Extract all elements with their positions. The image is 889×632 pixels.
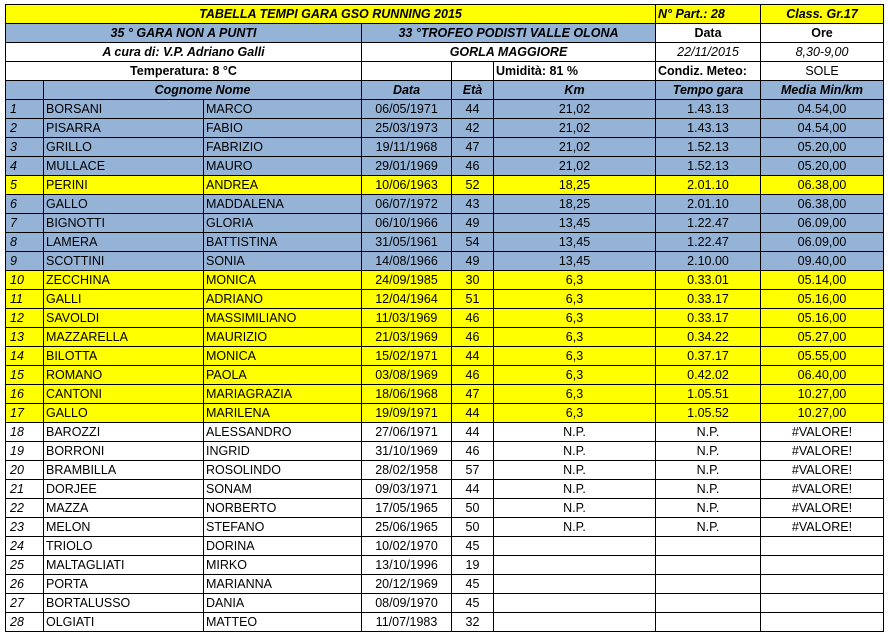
humidity-label: Umidità: 81 % bbox=[494, 62, 656, 81]
rank-cell: 10 bbox=[6, 271, 44, 290]
surname-cell: GALLO bbox=[44, 195, 204, 214]
rank-cell: 2 bbox=[6, 119, 44, 138]
birthdate-cell: 14/08/1966 bbox=[362, 252, 452, 271]
firstname-cell: MONICA bbox=[204, 347, 362, 366]
time-header: Ore bbox=[761, 24, 884, 43]
race-time-header: Tempo gara bbox=[656, 81, 761, 100]
race-time: 8,30-9,00 bbox=[761, 43, 884, 62]
rank-cell: 4 bbox=[6, 157, 44, 176]
table-row bbox=[6, 290, 884, 309]
race-time-cell: 1.05.51 bbox=[656, 385, 761, 404]
birthdate-cell: 19/09/1971 bbox=[362, 404, 452, 423]
firstname-cell: MATTEO bbox=[204, 613, 362, 632]
birthdate-cell: 20/12/1969 bbox=[362, 575, 452, 594]
age-cell: 45 bbox=[452, 537, 494, 556]
km-cell: 21,02 bbox=[494, 138, 656, 157]
surname-cell: ZECCHINA bbox=[44, 271, 204, 290]
pace-cell: 05.55,00 bbox=[761, 347, 884, 366]
age-cell: 45 bbox=[452, 575, 494, 594]
table-row bbox=[6, 233, 884, 252]
firstname-cell: MARIAGRAZIA bbox=[204, 385, 362, 404]
birthdate-cell: 25/03/1973 bbox=[362, 119, 452, 138]
pace-cell: 05.16,00 bbox=[761, 309, 884, 328]
birthdate-cell: 13/10/1996 bbox=[362, 556, 452, 575]
rank-cell: 19 bbox=[6, 442, 44, 461]
age-cell: 57 bbox=[452, 461, 494, 480]
age-cell: 51 bbox=[452, 290, 494, 309]
rank-cell: 23 bbox=[6, 518, 44, 537]
age-cell: 32 bbox=[452, 613, 494, 632]
surname-cell: GALLI bbox=[44, 290, 204, 309]
birthdate-cell: 24/09/1985 bbox=[362, 271, 452, 290]
age-cell: 46 bbox=[452, 157, 494, 176]
firstname-cell: FABRIZIO bbox=[204, 138, 362, 157]
surname-cell: DORJEE bbox=[44, 480, 204, 499]
surname-cell: SAVOLDI bbox=[44, 309, 204, 328]
race-time-cell: 0.33.17 bbox=[656, 290, 761, 309]
rank-cell: 14 bbox=[6, 347, 44, 366]
race-time-cell: 1.43.13 bbox=[656, 119, 761, 138]
km-cell bbox=[494, 613, 656, 632]
rank-cell: 1 bbox=[6, 100, 44, 119]
birthdate-cell: 15/02/1971 bbox=[362, 347, 452, 366]
surname-cell: LAMERA bbox=[44, 233, 204, 252]
table-row bbox=[6, 537, 884, 556]
table-row bbox=[6, 138, 884, 157]
race-time-cell: 1.43.13 bbox=[656, 100, 761, 119]
surname-cell: GALLO bbox=[44, 404, 204, 423]
birthdate-cell: 06/07/1972 bbox=[362, 195, 452, 214]
pace-cell: #VALORE! bbox=[761, 499, 884, 518]
birthdate-cell: 09/03/1971 bbox=[362, 480, 452, 499]
race-time-cell: 1.22.47 bbox=[656, 233, 761, 252]
pace-cell: #VALORE! bbox=[761, 423, 884, 442]
age-header: Età bbox=[452, 81, 494, 100]
firstname-cell: MADDALENA bbox=[204, 195, 362, 214]
surname-cell: BILOTTA bbox=[44, 347, 204, 366]
pace-cell: 06.09,00 bbox=[761, 233, 884, 252]
surname-cell: ROMANO bbox=[44, 366, 204, 385]
surname-cell: PERINI bbox=[44, 176, 204, 195]
birthdate-cell: 29/01/1969 bbox=[362, 157, 452, 176]
race-time-cell: 2.10.00 bbox=[656, 252, 761, 271]
rank-cell: 6 bbox=[6, 195, 44, 214]
firstname-cell: MONICA bbox=[204, 271, 362, 290]
table-row bbox=[6, 214, 884, 233]
firstname-cell: PAOLA bbox=[204, 366, 362, 385]
pace-cell: 06.09,00 bbox=[761, 214, 884, 233]
rank-cell: 11 bbox=[6, 290, 44, 309]
firstname-cell: MARCO bbox=[204, 100, 362, 119]
race-time-cell bbox=[656, 537, 761, 556]
age-cell: 50 bbox=[452, 518, 494, 537]
race-time-cell: N.P. bbox=[656, 423, 761, 442]
km-cell: 6,3 bbox=[494, 328, 656, 347]
age-cell: 46 bbox=[452, 328, 494, 347]
rank-cell: 9 bbox=[6, 252, 44, 271]
age-cell: 46 bbox=[452, 366, 494, 385]
race-time-cell: 2.01.10 bbox=[656, 195, 761, 214]
surname-cell: GRILLO bbox=[44, 138, 204, 157]
birthdate-cell: 08/09/1970 bbox=[362, 594, 452, 613]
rank-cell: 26 bbox=[6, 575, 44, 594]
birthdate-cell: 21/03/1969 bbox=[362, 328, 452, 347]
birthdate-cell: 12/04/1964 bbox=[362, 290, 452, 309]
km-cell: N.P. bbox=[494, 423, 656, 442]
km-cell: 6,3 bbox=[494, 404, 656, 423]
age-cell: 44 bbox=[452, 404, 494, 423]
rank-cell: 17 bbox=[6, 404, 44, 423]
age-cell: 44 bbox=[452, 423, 494, 442]
pace-cell: 04.54,00 bbox=[761, 119, 884, 138]
table-row bbox=[6, 176, 884, 195]
table-row bbox=[6, 575, 884, 594]
firstname-cell: NORBERTO bbox=[204, 499, 362, 518]
participants-count: N° Part.: 28 bbox=[656, 5, 761, 24]
pace-cell bbox=[761, 575, 884, 594]
table-row bbox=[6, 423, 884, 442]
rank-cell: 13 bbox=[6, 328, 44, 347]
table-row bbox=[6, 100, 884, 119]
rank-header bbox=[6, 81, 44, 100]
firstname-cell: FABIO bbox=[204, 119, 362, 138]
race-time-cell: N.P. bbox=[656, 461, 761, 480]
table-row bbox=[6, 480, 884, 499]
km-cell bbox=[494, 575, 656, 594]
surname-cell: PORTA bbox=[44, 575, 204, 594]
race-time-cell: 0.37.17 bbox=[656, 347, 761, 366]
race-time-cell: N.P. bbox=[656, 518, 761, 537]
pace-cell: 05.20,00 bbox=[761, 138, 884, 157]
km-header: Km bbox=[494, 81, 656, 100]
surname-cell: BAROZZI bbox=[44, 423, 204, 442]
km-cell: 18,25 bbox=[494, 195, 656, 214]
table-row bbox=[6, 442, 884, 461]
rank-cell: 25 bbox=[6, 556, 44, 575]
race-time-cell: 1.22.47 bbox=[656, 214, 761, 233]
pace-cell: 09.40,00 bbox=[761, 252, 884, 271]
age-cell: 42 bbox=[452, 119, 494, 138]
km-cell bbox=[494, 594, 656, 613]
empty-cell bbox=[362, 62, 452, 81]
class-group: Class. Gr.17 bbox=[761, 5, 884, 24]
birthdate-cell: 27/06/1971 bbox=[362, 423, 452, 442]
km-cell: 6,3 bbox=[494, 271, 656, 290]
birthdate-cell: 31/10/1969 bbox=[362, 442, 452, 461]
km-cell: 13,45 bbox=[494, 233, 656, 252]
name-header: Cognome Nome bbox=[44, 81, 362, 100]
pace-cell: 06.38,00 bbox=[761, 176, 884, 195]
age-cell: 43 bbox=[452, 195, 494, 214]
rank-cell: 18 bbox=[6, 423, 44, 442]
pace-cell: #VALORE! bbox=[761, 518, 884, 537]
surname-cell: SCOTTINI bbox=[44, 252, 204, 271]
table-row bbox=[6, 385, 884, 404]
km-cell: N.P. bbox=[494, 499, 656, 518]
race-time-cell: N.P. bbox=[656, 442, 761, 461]
age-cell: 47 bbox=[452, 138, 494, 157]
table-row bbox=[6, 461, 884, 480]
birthdate-cell: 31/05/1961 bbox=[362, 233, 452, 252]
rank-cell: 3 bbox=[6, 138, 44, 157]
firstname-cell: MASSIMILIANO bbox=[204, 309, 362, 328]
race-time-cell: 2.01.10 bbox=[656, 176, 761, 195]
km-cell bbox=[494, 537, 656, 556]
firstname-cell: DORINA bbox=[204, 537, 362, 556]
surname-cell: TRIOLO bbox=[44, 537, 204, 556]
weather-value: SOLE bbox=[761, 62, 884, 81]
birthdate-cell: 03/08/1969 bbox=[362, 366, 452, 385]
age-cell: 44 bbox=[452, 480, 494, 499]
race-time-cell bbox=[656, 613, 761, 632]
surname-cell: OLGIATI bbox=[44, 613, 204, 632]
firstname-cell: DANIA bbox=[204, 594, 362, 613]
birthdate-cell: 25/06/1965 bbox=[362, 518, 452, 537]
table-row bbox=[6, 119, 884, 138]
rank-cell: 12 bbox=[6, 309, 44, 328]
pace-cell: #VALORE! bbox=[761, 442, 884, 461]
pace-cell bbox=[761, 556, 884, 575]
pace-cell: 05.16,00 bbox=[761, 290, 884, 309]
birthdate-cell: 19/11/1968 bbox=[362, 138, 452, 157]
temperature-label: Temperatura: 8 °C bbox=[6, 62, 362, 81]
pace-cell: #VALORE! bbox=[761, 461, 884, 480]
km-cell: 13,45 bbox=[494, 252, 656, 271]
race-time-cell: N.P. bbox=[656, 499, 761, 518]
pace-cell: 05.20,00 bbox=[761, 157, 884, 176]
date-header: Data bbox=[656, 24, 761, 43]
table-row bbox=[6, 404, 884, 423]
surname-cell: CANTONI bbox=[44, 385, 204, 404]
trophy-label: 33 °TROFEO PODISTI VALLE OLONA bbox=[362, 24, 656, 43]
birthdate-cell: 10/06/1963 bbox=[362, 176, 452, 195]
km-cell: 6,3 bbox=[494, 385, 656, 404]
km-cell: N.P. bbox=[494, 518, 656, 537]
curator-label: A cura di: V.P. Adriano Galli bbox=[6, 43, 362, 62]
firstname-cell: ROSOLINDO bbox=[204, 461, 362, 480]
race-time-cell: 1.52.13 bbox=[656, 157, 761, 176]
km-cell: 6,3 bbox=[494, 347, 656, 366]
surname-cell: MALTAGLIATI bbox=[44, 556, 204, 575]
surname-cell: MULLACE bbox=[44, 157, 204, 176]
age-cell: 44 bbox=[452, 100, 494, 119]
empty-cell bbox=[452, 62, 494, 81]
birthdate-cell: 06/05/1971 bbox=[362, 100, 452, 119]
km-cell: 13,45 bbox=[494, 214, 656, 233]
rank-cell: 7 bbox=[6, 214, 44, 233]
race-time-cell: N.P. bbox=[656, 480, 761, 499]
age-cell: 45 bbox=[452, 594, 494, 613]
rank-cell: 28 bbox=[6, 613, 44, 632]
age-cell: 54 bbox=[452, 233, 494, 252]
pace-cell: 04.54,00 bbox=[761, 100, 884, 119]
race-time-cell: 0.33.01 bbox=[656, 271, 761, 290]
table-row bbox=[6, 252, 884, 271]
table-row bbox=[6, 271, 884, 290]
race-time-cell: 0.34.22 bbox=[656, 328, 761, 347]
firstname-cell: MARILENA bbox=[204, 404, 362, 423]
table-row bbox=[6, 157, 884, 176]
km-cell: 6,3 bbox=[494, 309, 656, 328]
location-label: GORLA MAGGIORE bbox=[362, 43, 656, 62]
pace-cell: 10.27,00 bbox=[761, 404, 884, 423]
rank-cell: 21 bbox=[6, 480, 44, 499]
race-label: 35 ° GARA NON A PUNTI bbox=[6, 24, 362, 43]
firstname-cell: ADRIANO bbox=[204, 290, 362, 309]
birthdate-cell: 18/06/1968 bbox=[362, 385, 452, 404]
table-row bbox=[6, 518, 884, 537]
firstname-cell: BATTISTINA bbox=[204, 233, 362, 252]
rank-cell: 24 bbox=[6, 537, 44, 556]
race-date: 22/11/2015 bbox=[656, 43, 761, 62]
table-row bbox=[6, 195, 884, 214]
pace-cell: #VALORE! bbox=[761, 480, 884, 499]
birthdate-header: Data bbox=[362, 81, 452, 100]
km-cell: 6,3 bbox=[494, 290, 656, 309]
surname-cell: BIGNOTTI bbox=[44, 214, 204, 233]
firstname-cell: ANDREA bbox=[204, 176, 362, 195]
table-row bbox=[6, 556, 884, 575]
table-row bbox=[6, 347, 884, 366]
race-time-cell: 1.52.13 bbox=[656, 138, 761, 157]
pace-cell bbox=[761, 537, 884, 556]
weather-label: Condiz. Meteo: bbox=[656, 62, 761, 81]
firstname-cell: SONAM bbox=[204, 480, 362, 499]
table-row bbox=[6, 613, 884, 632]
pace-cell: 10.27,00 bbox=[761, 385, 884, 404]
birthdate-cell: 06/10/1966 bbox=[362, 214, 452, 233]
age-cell: 47 bbox=[452, 385, 494, 404]
firstname-cell: MARIANNA bbox=[204, 575, 362, 594]
race-time-cell: 0.42.02 bbox=[656, 366, 761, 385]
km-cell bbox=[494, 556, 656, 575]
pace-cell: 06.40,00 bbox=[761, 366, 884, 385]
surname-cell: PISARRA bbox=[44, 119, 204, 138]
km-cell: N.P. bbox=[494, 442, 656, 461]
table-row bbox=[6, 594, 884, 613]
surname-cell: BRAMBILLA bbox=[44, 461, 204, 480]
age-cell: 52 bbox=[452, 176, 494, 195]
age-cell: 44 bbox=[452, 347, 494, 366]
km-cell: 21,02 bbox=[494, 100, 656, 119]
race-time-cell bbox=[656, 575, 761, 594]
race-time-cell bbox=[656, 594, 761, 613]
firstname-cell: MAURIZIO bbox=[204, 328, 362, 347]
firstname-cell: STEFANO bbox=[204, 518, 362, 537]
birthdate-cell: 11/03/1969 bbox=[362, 309, 452, 328]
table-row bbox=[6, 328, 884, 347]
surname-cell: BORSANI bbox=[44, 100, 204, 119]
pace-cell: 06.38,00 bbox=[761, 195, 884, 214]
pace-cell: 05.27,00 bbox=[761, 328, 884, 347]
firstname-cell: MIRKO bbox=[204, 556, 362, 575]
surname-cell: MELON bbox=[44, 518, 204, 537]
pace-cell bbox=[761, 613, 884, 632]
age-cell: 30 bbox=[452, 271, 494, 290]
surname-cell: MAZZA bbox=[44, 499, 204, 518]
age-cell: 49 bbox=[452, 214, 494, 233]
birthdate-cell: 28/02/1958 bbox=[362, 461, 452, 480]
birthdate-cell: 11/07/1983 bbox=[362, 613, 452, 632]
km-cell: 21,02 bbox=[494, 119, 656, 138]
km-cell: 18,25 bbox=[494, 176, 656, 195]
firstname-cell: INGRID bbox=[204, 442, 362, 461]
race-time-cell bbox=[656, 556, 761, 575]
rank-cell: 20 bbox=[6, 461, 44, 480]
age-cell: 46 bbox=[452, 309, 494, 328]
age-cell: 19 bbox=[452, 556, 494, 575]
rank-cell: 16 bbox=[6, 385, 44, 404]
sheet-title: TABELLA TEMPI GARA GSO RUNNING 2015 bbox=[6, 5, 656, 24]
firstname-cell: GLORIA bbox=[204, 214, 362, 233]
race-time-cell: 0.33.17 bbox=[656, 309, 761, 328]
firstname-cell: MAURO bbox=[204, 157, 362, 176]
surname-cell: BORRONI bbox=[44, 442, 204, 461]
birthdate-cell: 10/02/1970 bbox=[362, 537, 452, 556]
rank-cell: 15 bbox=[6, 366, 44, 385]
rank-cell: 5 bbox=[6, 176, 44, 195]
km-cell: N.P. bbox=[494, 480, 656, 499]
race-time-cell: 1.05.52 bbox=[656, 404, 761, 423]
km-cell: N.P. bbox=[494, 461, 656, 480]
pace-header: Media Min/km bbox=[761, 81, 884, 100]
table-row bbox=[6, 366, 884, 385]
age-cell: 50 bbox=[452, 499, 494, 518]
results-table bbox=[5, 4, 884, 632]
table-row bbox=[6, 499, 884, 518]
firstname-cell: SONIA bbox=[204, 252, 362, 271]
surname-cell: MAZZARELLA bbox=[44, 328, 204, 347]
pace-cell bbox=[761, 594, 884, 613]
age-cell: 49 bbox=[452, 252, 494, 271]
rank-cell: 22 bbox=[6, 499, 44, 518]
pace-cell: 05.14,00 bbox=[761, 271, 884, 290]
surname-cell: BORTALUSSO bbox=[44, 594, 204, 613]
birthdate-cell: 17/05/1965 bbox=[362, 499, 452, 518]
km-cell: 21,02 bbox=[494, 157, 656, 176]
rank-cell: 27 bbox=[6, 594, 44, 613]
firstname-cell: ALESSANDRO bbox=[204, 423, 362, 442]
table-row bbox=[6, 309, 884, 328]
age-cell: 46 bbox=[452, 442, 494, 461]
km-cell: 6,3 bbox=[494, 366, 656, 385]
rank-cell: 8 bbox=[6, 233, 44, 252]
